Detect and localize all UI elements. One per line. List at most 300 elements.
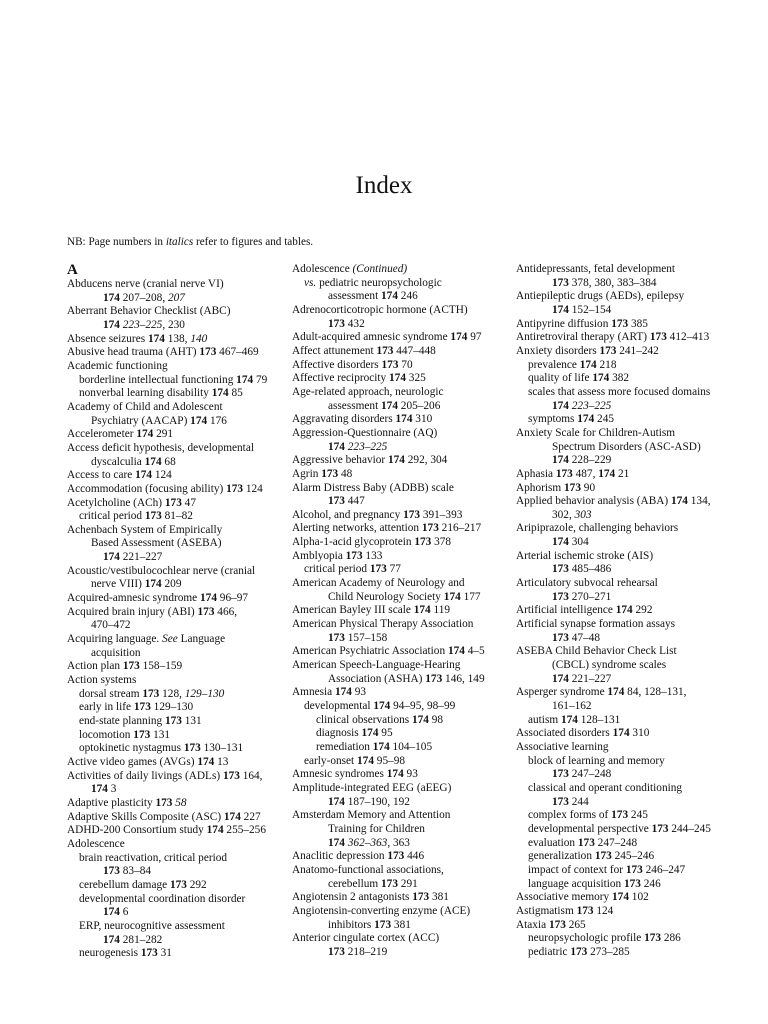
index-entry (292, 796, 506, 810)
index-entry (292, 850, 506, 864)
index-entry (516, 563, 736, 577)
index-entry (67, 824, 281, 838)
index-entry (516, 714, 736, 728)
entry-text: 270–271 (568, 590, 612, 603)
entry-text: 124 (593, 904, 614, 917)
index-entry (516, 427, 736, 441)
entry-text: 152–154 (568, 303, 612, 316)
index-entry (292, 618, 506, 632)
index-entry (67, 565, 281, 579)
entry-text: Associated disorders (516, 727, 613, 740)
entry-text: 138, (164, 332, 191, 345)
index-entry (516, 673, 736, 687)
index-entry (516, 686, 736, 700)
entry-text: 205–206 (397, 399, 441, 412)
index-entry (67, 606, 281, 620)
index-entry (516, 768, 736, 782)
index-entry (516, 454, 736, 468)
volume-number: 173 (564, 481, 581, 494)
italic-text: See (162, 633, 178, 646)
index-entry (516, 809, 736, 823)
entry-text: Anaclitic depression (292, 850, 388, 863)
volume-number: 173 (144, 510, 162, 523)
index-entry (67, 456, 281, 470)
index-entry (67, 469, 281, 483)
entry-text: Aripiprazole, challenging behaviors (516, 522, 679, 535)
entry-text: 247–248 (594, 836, 638, 849)
index-entry (292, 536, 506, 550)
index-entry (292, 454, 506, 468)
entry-text: 48 (338, 467, 353, 480)
entry-text: Adrenocorticotropic hormone (ACTH) (292, 303, 468, 316)
entry-text: acquisition (91, 646, 141, 659)
volume-number: 173 (576, 904, 594, 917)
entry-text: Adaptive plasticity (67, 796, 156, 809)
index-entry (516, 837, 736, 851)
entry-text: remediation (316, 740, 373, 753)
index-entry (516, 727, 736, 741)
index-entry (292, 741, 506, 755)
entry-text: 95–98 (373, 754, 406, 767)
volume-number: 173 (552, 795, 569, 808)
entry-text: 13 (214, 755, 229, 768)
entry-text: Absence seizures (67, 332, 148, 345)
index-entry (67, 906, 281, 920)
entry-text: Academic functioning (67, 359, 168, 372)
index-entry (516, 290, 736, 304)
index-entry (516, 659, 736, 673)
index-entry (67, 524, 281, 538)
entry-text: Aggression-Questionnaire (AQ) (292, 426, 438, 439)
entry-text: Articulatory subvocal rehearsal (516, 577, 658, 590)
volume-number: 174 (443, 590, 461, 603)
entry-text: Amnesia (292, 686, 335, 699)
italic-text: vs. (304, 276, 317, 289)
index-entry (292, 591, 506, 605)
volume-number: 174 (447, 645, 465, 658)
index-entry (292, 522, 506, 536)
index-entry (516, 905, 736, 919)
index-entry (292, 727, 506, 741)
italic-text: 207 (167, 291, 185, 304)
entry-text: 21 (615, 467, 630, 480)
index-entry (292, 441, 506, 455)
entry-text: American Speech-Language-Hearing (292, 659, 461, 672)
volume-number: 173 (345, 549, 363, 562)
index-entry (67, 783, 281, 797)
volume-number: 174 (103, 551, 120, 564)
entry-text: 216–217 (438, 522, 482, 535)
entry-text: 130–131 (200, 742, 244, 755)
index-entry (292, 782, 506, 796)
entry-text: cerebellum (328, 877, 382, 890)
entry-text: 273–285 (587, 945, 630, 958)
index-entry (292, 495, 506, 509)
volume-number: 173 (222, 769, 240, 782)
index-entry (292, 372, 506, 386)
entry-text: Acquired brain injury (ABI) (67, 605, 198, 618)
entry-text: Acetylcholine (ACh) (67, 496, 165, 509)
index-entry (292, 468, 506, 482)
entry-text: 134, (687, 495, 711, 508)
entry-text: 104–105 (389, 740, 433, 753)
entry-text: impact of context for (528, 863, 626, 876)
index-entry (67, 893, 281, 907)
volume-number: 174 (386, 768, 404, 781)
volume-number: 174 (552, 399, 569, 412)
index-entry (516, 878, 736, 892)
volume-number: 173 (183, 742, 201, 755)
index-entry (292, 714, 506, 728)
index-entry (292, 290, 506, 304)
entry-text: 164, (239, 769, 263, 782)
entry-text: 487, (572, 467, 599, 480)
index-entry (516, 850, 736, 864)
entry-text: , 230 (162, 318, 185, 331)
index-entry (67, 305, 281, 319)
index-entry (516, 536, 736, 550)
entry-text: 70 (398, 358, 413, 371)
entry-text: developmental perspective (528, 822, 652, 835)
entry-text: Artificial intelligence (516, 604, 616, 617)
volume-number: 174 (395, 413, 413, 426)
entry-text: brain reactivation, critical period (79, 851, 228, 864)
entry-text: Anatomo-functional associations, (292, 863, 444, 876)
entry-text: 95 (378, 727, 393, 740)
entry-text: clinical observations (316, 713, 412, 726)
index-entry (67, 674, 281, 688)
entry-text: Based Assessment (ASEBA) (91, 537, 222, 550)
italic-text: (Continued) (352, 263, 408, 275)
entry-text: 77 (386, 563, 401, 576)
entry-text: Astigmatism (516, 904, 577, 917)
entry-text: Antidepressants, fetal development (516, 263, 676, 275)
entry-text: Action systems (67, 674, 137, 687)
entry-text: Amnesic syndromes (292, 768, 387, 781)
italic-text: 362–363 (347, 836, 388, 849)
index-entry (292, 400, 506, 414)
entry-text: 244 (568, 795, 589, 808)
entry-text: locomotion (79, 728, 134, 741)
index-entry (516, 645, 736, 659)
volume-number: 174 (552, 303, 569, 316)
entry-text: 128–131 (577, 713, 621, 726)
entry-text: 302, (552, 508, 575, 521)
entry-text: 146, 149 (442, 672, 485, 685)
index-entry (67, 292, 281, 306)
entry-text: Achenbach System of Empirically (67, 523, 223, 536)
index-entry (67, 934, 281, 948)
index-entry (292, 359, 506, 373)
volume-number: 174 (91, 783, 108, 796)
entry-text: generalization (528, 850, 595, 863)
entry-text: early-onset (304, 754, 358, 767)
index-column-1 (67, 263, 281, 961)
entry-text: 241–242 (616, 344, 659, 357)
entry-text: 93 (403, 768, 418, 781)
volume-number: 174 (223, 810, 241, 823)
entry-text: Alcohol, and pregnancy (292, 508, 404, 521)
volume-number: 174 (136, 428, 154, 441)
entry-text: Access to care (67, 469, 136, 482)
index-entry (67, 701, 281, 715)
index-entry (67, 333, 281, 347)
entry-text: borderline intellectual functioning (79, 373, 237, 386)
volume-number: 174 (190, 414, 208, 427)
entry-text: Affective reciprocity (292, 372, 390, 385)
index-entry (292, 864, 506, 878)
volume-number: 174 (211, 387, 229, 400)
index-entry (292, 823, 506, 837)
index-entry (292, 427, 506, 441)
entry-text: 93 (351, 686, 367, 699)
index-entry (516, 632, 736, 646)
volume-number: 173 (552, 276, 569, 289)
entry-text: block of learning and memory (528, 754, 665, 767)
entry-text: 218–219 (344, 945, 388, 958)
entry-text: Antipyrine diffusion (516, 317, 612, 330)
entry-text: Child Neurology Society (328, 590, 444, 603)
index-entry (292, 673, 506, 687)
entry-text: 391–393 (420, 508, 463, 521)
volume-number: 173 (552, 590, 569, 603)
index-entry (516, 700, 736, 714)
volume-number: 173 (577, 836, 595, 849)
entry-text: 265 (565, 918, 586, 931)
entry-text: 158–159 (139, 660, 183, 673)
index-entry (67, 865, 281, 879)
volume-number: 174 (615, 604, 633, 617)
entry-text: 310 (412, 413, 433, 426)
entry-text: developmental coordination disorder (79, 892, 246, 905)
index-entry (292, 577, 506, 591)
volume-number: 173 (594, 850, 612, 863)
entry-text: Association (ASHA) (328, 672, 426, 685)
volume-number: 174 (598, 467, 616, 480)
entry-text: 382 (609, 372, 630, 385)
entry-text: Artificial synapse formation assays (516, 618, 676, 631)
volume-number: 173 (414, 536, 432, 549)
entry-text: 124 (152, 469, 172, 482)
index-entry (516, 372, 736, 386)
entry-text: Alarm Distress Baby (ADBB) scale (292, 481, 454, 494)
index-entry (67, 920, 281, 934)
index-entry (67, 947, 281, 961)
index-entry (516, 796, 736, 810)
volume-number: 174 (552, 454, 569, 467)
entry-text: Alerting networks, attention (292, 522, 422, 535)
entry-text: Anterior cingulate cortex (ACC) (292, 932, 440, 945)
index-entry (67, 797, 281, 811)
volume-number: 173 (611, 317, 629, 330)
entry-text: neurogenesis (79, 947, 141, 960)
entry-text: early in life (79, 701, 134, 714)
entry-text: assessment (328, 290, 382, 303)
entry-text: Agrin (292, 467, 322, 480)
index-entry (516, 618, 736, 632)
entry-text: 79 (253, 373, 268, 386)
volume-number: 174 (103, 318, 120, 331)
entry-text: classical and operant conditioning (528, 781, 683, 794)
volume-number: 174 (372, 740, 390, 753)
entry-text: 292, 304 (404, 454, 448, 467)
entry-text: end-state planning (79, 715, 165, 727)
index-entry (292, 604, 506, 618)
note-prefix: NB: Page numbers in (67, 236, 166, 248)
entry-text: Spectrum Disorders (ASC-ASD) (552, 440, 701, 453)
index-entry (516, 482, 736, 496)
index-entry (292, 509, 506, 523)
index-entry (516, 522, 736, 536)
index-entry (516, 318, 736, 332)
entry-text: Aberrant Behavior Checklist (ABC) (67, 305, 231, 318)
index-entry (292, 905, 506, 919)
entry-text: neuropsychologic profile (528, 932, 645, 945)
entry-text: 94–95, 98–99 (390, 700, 456, 712)
index-entry (516, 755, 736, 769)
index-entry (292, 563, 506, 577)
entry-text: nerve VIII) (91, 578, 145, 591)
entry-text: Arterial ischemic stroke (AIS) (516, 549, 654, 562)
index-entry (292, 277, 506, 291)
entry-text: Aggressive behavior (292, 454, 388, 467)
entry-text: 161–162 (552, 700, 592, 712)
entry-text: 378 (431, 536, 452, 549)
volume-number: 174 (328, 836, 345, 849)
volume-number: 173 (412, 891, 430, 904)
entry-text: 47 (181, 496, 196, 509)
volume-number: 173 (103, 865, 120, 878)
volume-number: 173 (369, 563, 387, 576)
index-entry (67, 319, 281, 333)
volume-number: 173 (199, 346, 217, 359)
volume-number: 173 (555, 467, 573, 480)
volume-number: 174 (103, 933, 120, 946)
index-entry (516, 577, 736, 591)
entry-text: prevalence (528, 358, 580, 371)
volume-number: 174 (200, 592, 217, 605)
index-entry (292, 550, 506, 564)
entry-text: 245–246 (611, 850, 655, 863)
volume-number: 174 (552, 672, 569, 685)
index-entry (516, 591, 736, 605)
index-entry (516, 782, 736, 796)
entry-text: Psychiatry (AACAP) (91, 414, 191, 427)
volume-number: 174 (197, 755, 215, 768)
entry-text: Action plan (67, 660, 123, 673)
entry-text: ADHD-200 Consortium study (67, 824, 207, 837)
volume-number: 173 (381, 877, 398, 890)
index-entry (516, 495, 736, 509)
index-entry (292, 659, 506, 673)
italic-text: 303 (574, 508, 592, 521)
volume-number: 173 (387, 850, 405, 863)
index-entry (516, 386, 736, 400)
volume-number: 174 (103, 906, 120, 919)
index-entry (516, 263, 736, 277)
entry-text: (CBCL) syndrome scales (552, 659, 667, 672)
entry-text: 381 (429, 891, 449, 904)
entry-text: American Physical Therapy Association (292, 618, 474, 631)
volume-number: 174 (413, 604, 431, 617)
entry-text: ERP, neurocognitive assessment (79, 919, 225, 932)
index-entry (67, 483, 281, 497)
index-entry (292, 482, 506, 496)
entry-text: 133 (362, 549, 383, 562)
entry-text: evaluation (528, 836, 578, 849)
index-entry (67, 660, 281, 674)
volume-number: 174 (328, 795, 345, 808)
note-italic: italics (165, 236, 194, 248)
italic-text: 223–225 (122, 318, 163, 331)
entry-text: Abducens nerve (cranial nerve VI) (67, 278, 224, 290)
volume-number: 173 (169, 878, 187, 891)
entry-text: 124 (243, 482, 263, 495)
index-column-2 (292, 263, 506, 959)
entry-text: 207–208, (119, 291, 168, 304)
volume-number: 173 (624, 877, 641, 890)
entry-text: 31 (157, 947, 172, 960)
entry-text: 381 (391, 918, 411, 931)
entry-text: 4–5 (464, 645, 485, 658)
index-entry (67, 387, 281, 401)
volume-number: 173 (599, 344, 617, 357)
section-letter: A (67, 262, 78, 278)
index-entry (292, 263, 506, 277)
entry-text: diagnosis (316, 727, 362, 740)
index-entry (292, 318, 506, 332)
index-entry (67, 811, 281, 825)
entry-text: Abusive head trauma (AHT) (67, 346, 200, 359)
entry-text: 245 (628, 809, 648, 822)
entry-text: Acoustic/vestibulocochlear nerve (cranial (67, 564, 256, 577)
entry-text: Age-related approach, neurologic (292, 385, 444, 398)
entry-text: Angiotensin-converting enzyme (ACE) (292, 904, 471, 917)
volume-number: 173 (328, 317, 345, 330)
index-entry (67, 442, 281, 456)
index-entry (67, 770, 281, 784)
entry-text: 187–190, 192 (344, 795, 410, 808)
entry-text: Accelerometer (67, 428, 137, 441)
entry-text: dorsal stream (79, 687, 143, 700)
volume-number: 173 (552, 563, 569, 576)
entry-text: 218 (596, 358, 617, 371)
index-entry (67, 537, 281, 551)
entry-text: 286 (661, 932, 681, 945)
volume-number: 174 (103, 291, 120, 304)
volume-number: 174 (579, 358, 597, 371)
entry-text: 228–229 (568, 454, 612, 467)
volume-number: 174 (334, 686, 352, 699)
index-entry (516, 891, 736, 905)
index-entry (292, 345, 506, 359)
entry-text: 412–413 (666, 331, 710, 344)
index-entry (516, 741, 736, 755)
entry-text: Accommodation (focusing ability) (67, 482, 227, 495)
entry-text: Asperger syndrome (516, 686, 608, 699)
entry-text: 98 (428, 713, 444, 726)
volume-number: 173 (644, 932, 662, 945)
volume-number: 173 (328, 945, 345, 958)
index-entry (516, 359, 736, 373)
entry-text: 227 (240, 810, 261, 823)
entry-text: Aggravating disorders (292, 413, 396, 426)
volume-number: 173 (548, 918, 566, 931)
entry-text: optokinetic nystagmus (79, 742, 184, 755)
page-title: Index (355, 172, 413, 199)
entry-text: dyscalculia (91, 455, 145, 468)
entry-text: 177 (460, 590, 481, 603)
